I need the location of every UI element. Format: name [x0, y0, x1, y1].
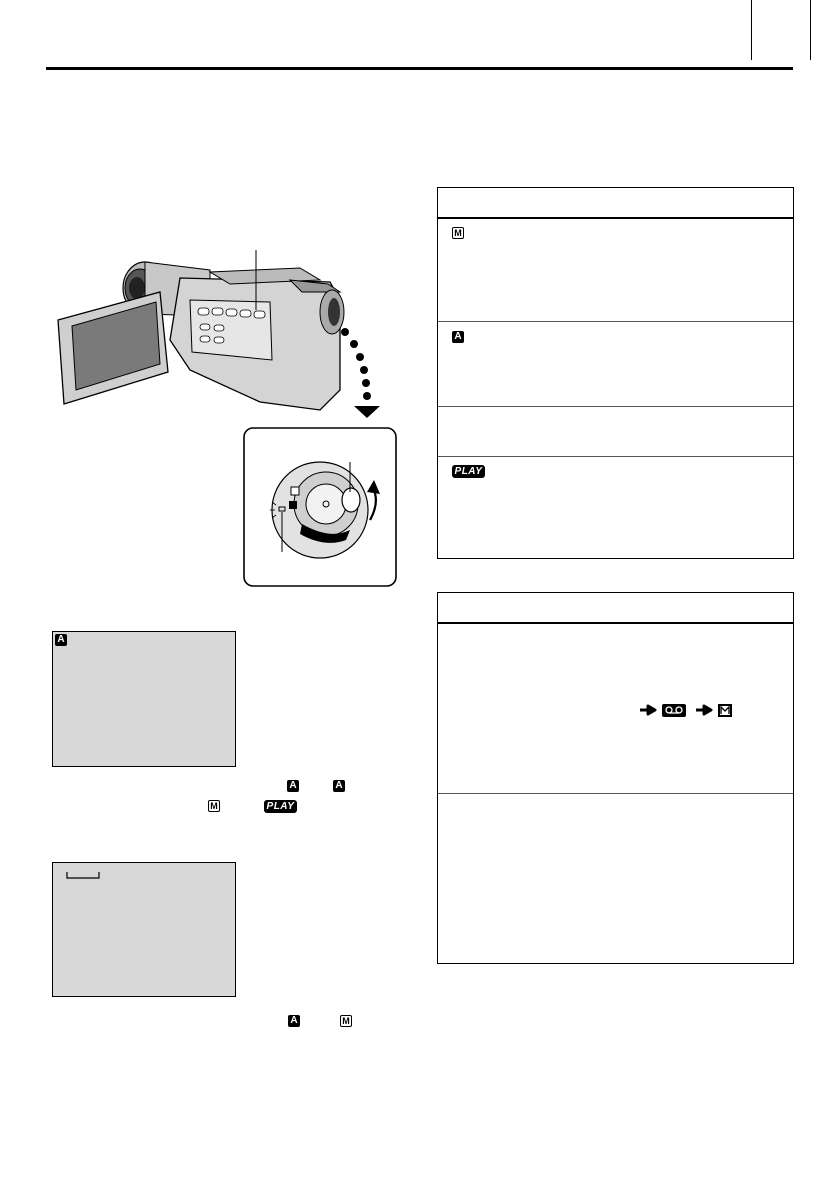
bracket-indicator-icon — [65, 869, 101, 881]
row-divider — [438, 321, 793, 322]
auto-mode-icon: A — [333, 780, 345, 792]
auto-mode-icon: A — [452, 331, 464, 343]
manual-mode-icon: M — [340, 1015, 352, 1027]
manual-mode-icon: M — [452, 227, 464, 239]
row-divider — [438, 793, 793, 794]
mode-table — [437, 187, 794, 559]
crop-mark-left — [751, 0, 752, 60]
mode-table-header — [438, 188, 793, 219]
play-mode-icon: PLAY — [264, 800, 297, 813]
monitor-screen-auto — [52, 631, 236, 767]
camcorder-illustration — [40, 240, 400, 590]
row-divider — [438, 406, 793, 407]
monitor-screen-blank — [52, 862, 236, 997]
row-divider — [438, 456, 793, 457]
crop-mark-right — [810, 0, 811, 60]
auto-mode-icon: A — [287, 780, 299, 792]
settings-table-header — [438, 593, 793, 624]
auto-mode-icon: A — [288, 1015, 300, 1027]
mode-sequence-icon — [638, 701, 748, 719]
settings-table — [437, 592, 794, 964]
auto-mode-icon: A — [55, 634, 67, 646]
play-mode-icon: PLAY — [452, 465, 485, 478]
header-rule — [46, 67, 793, 70]
manual-mode-icon: M — [208, 800, 220, 812]
